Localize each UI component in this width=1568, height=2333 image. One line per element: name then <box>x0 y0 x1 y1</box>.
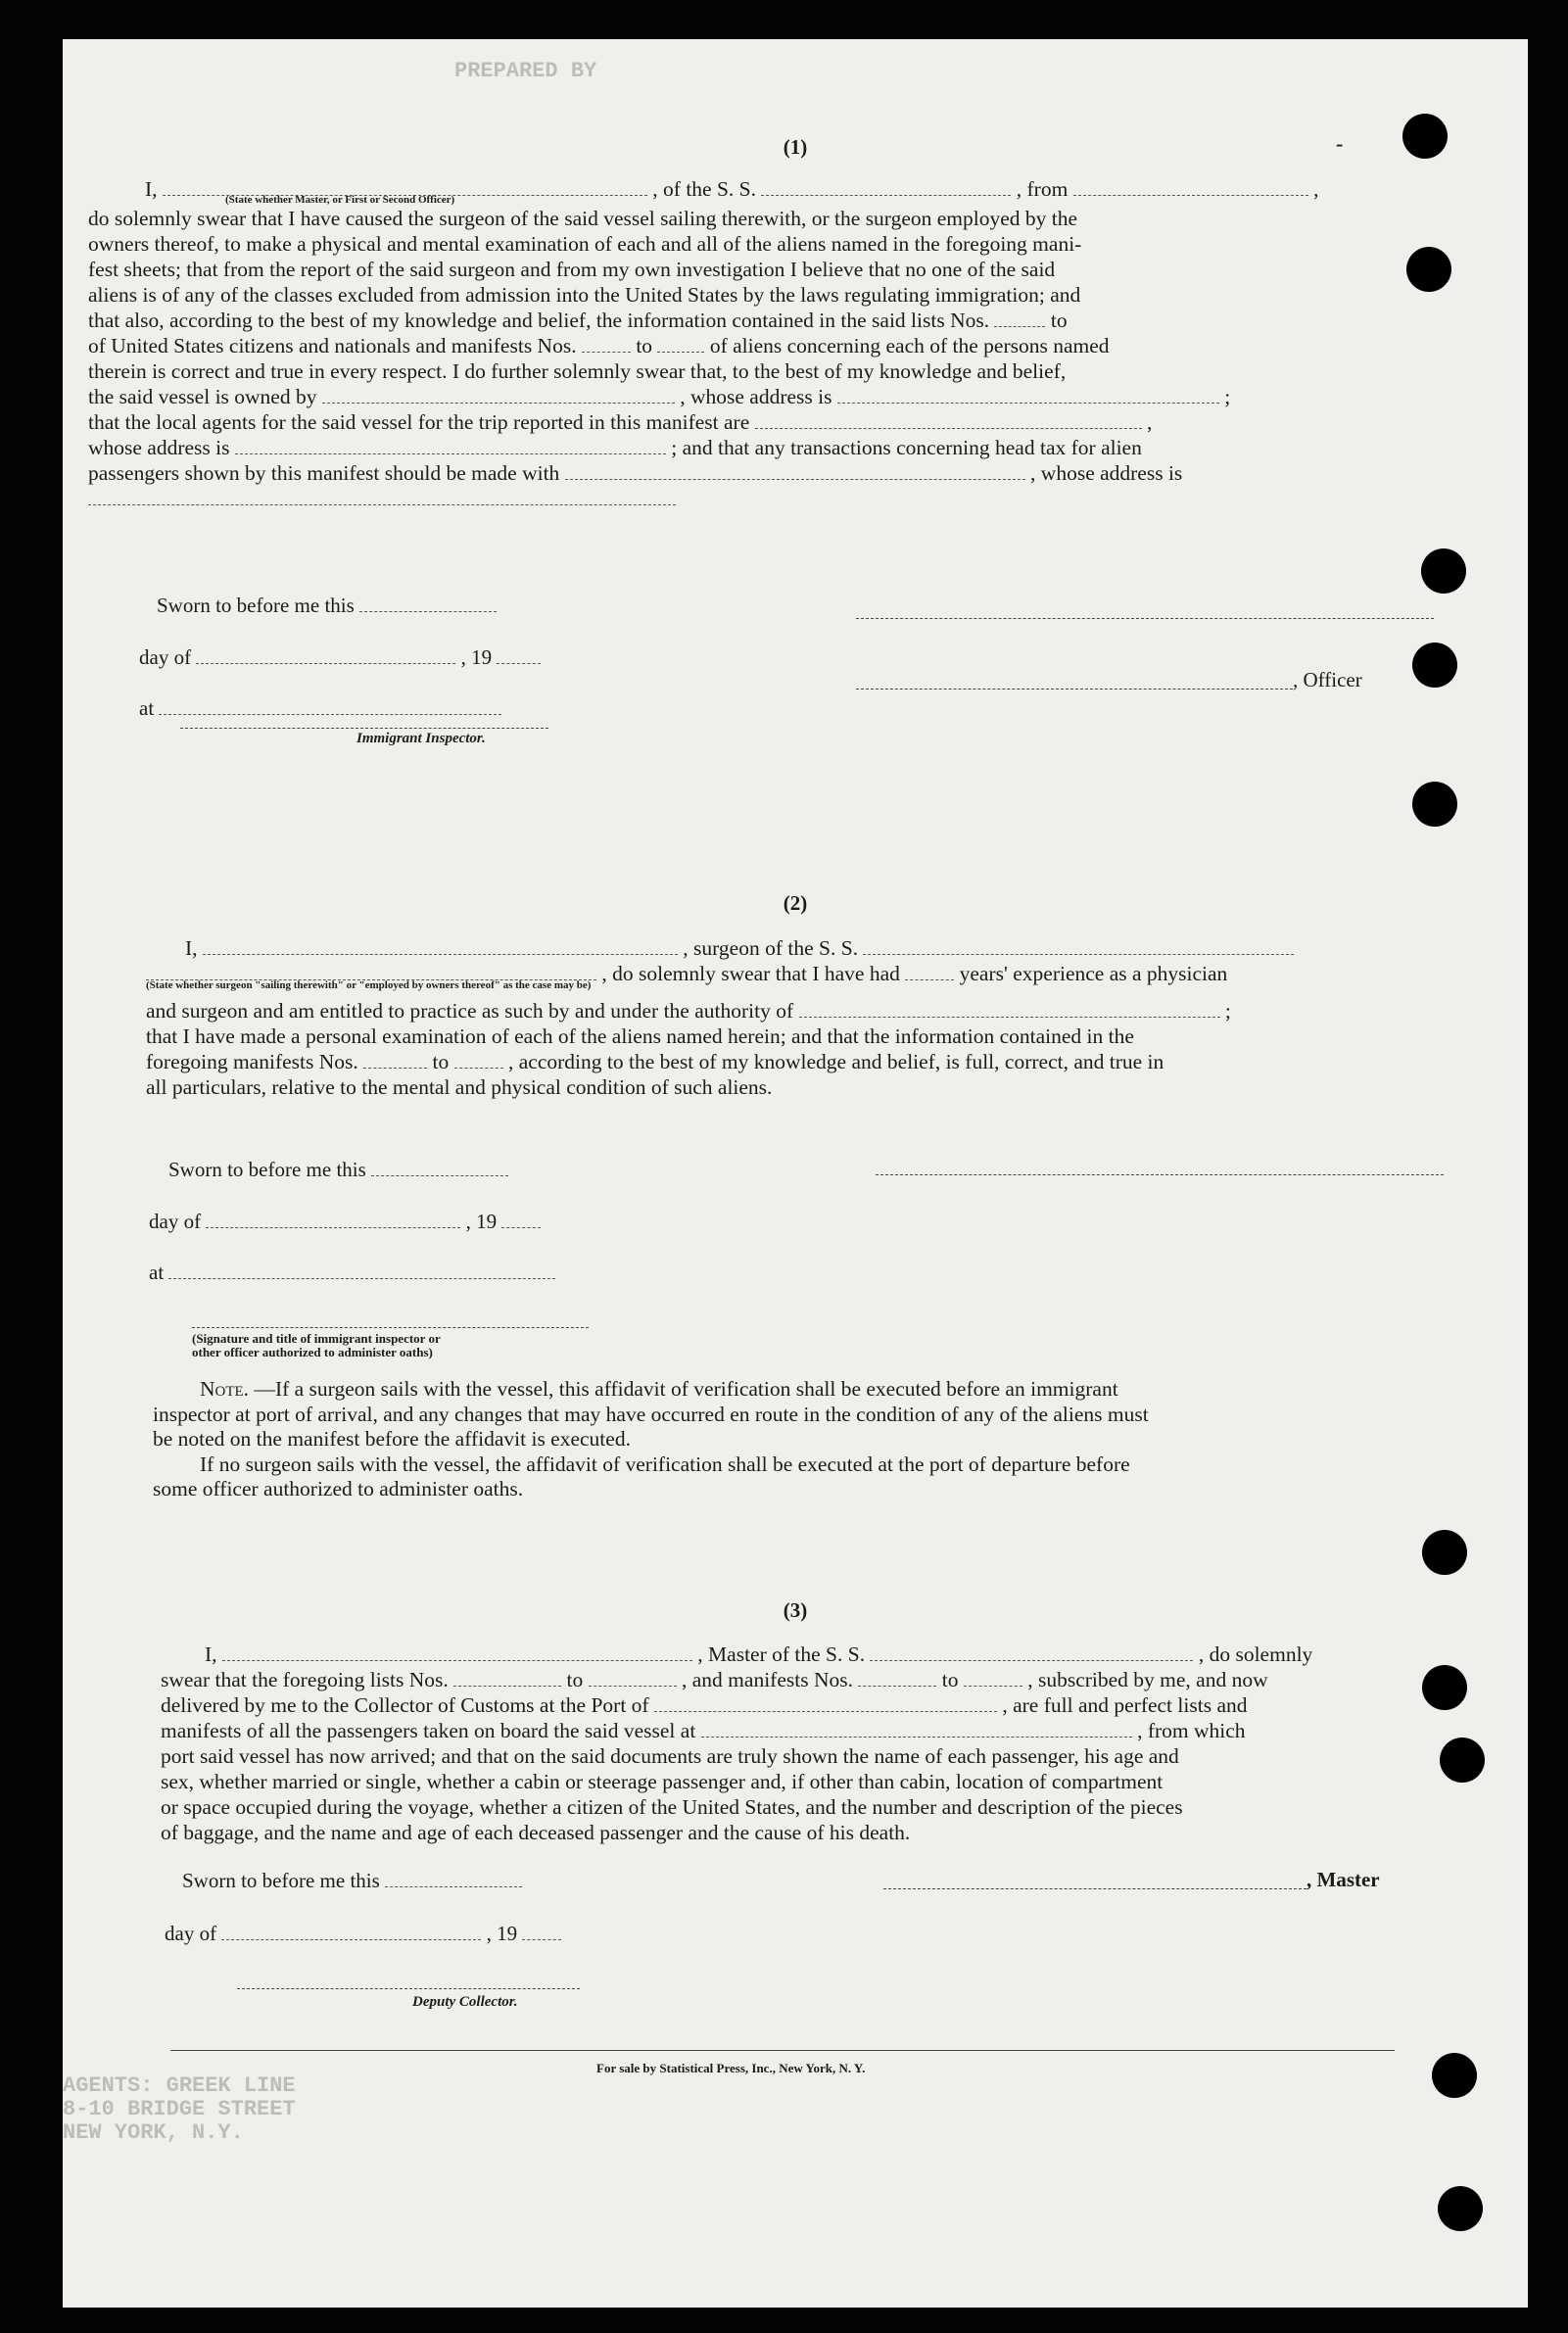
text-line: therein is correct and true in every respect. I do further solemnly swear that, to the best of my knowledge and belief, <box>88 359 1067 383</box>
deputy-collector-signature-line <box>237 1987 580 1989</box>
sworn-3: Sworn to before me this <box>182 1869 522 1893</box>
surgeon-signature-line <box>876 1173 1444 1175</box>
text-line: that I have made a personal examination of each of the aliens named herein; and that the information contained in the <box>146 1024 1134 1048</box>
punch-hole <box>1412 643 1457 688</box>
sworn-2: Sworn to before me this <box>168 1158 508 1182</box>
at-1: at <box>139 696 501 721</box>
section-2-number: (2) <box>783 891 808 915</box>
oath-i: I, <box>145 177 158 201</box>
text-line: port said vessel has now arrived; and that on the said documents are truly shown the name of each passenger, his age and <box>161 1744 1179 1768</box>
section-3-text: I, , Master of the S. S. , do solemnly swear that the foregoing lists Nos. to , and manifests Nos. to , subscribed by me, and now delivered by me to the Collector of Customs at the Port of , are full and perfect lists and manifests of all the passengers taken on board the said vessel at , from which port said vessel has now arrived; and that on the said documents are truly shown the name of each passenger, his age and sex, whether married or single, whether a cabin or steerage passenger and, if other than cabin, location of compartment or space occupied during the voyage, whether a citizen of the United States, and the number and description of the pieces of baggage, and the name and age of each deceased passenger and the cause of his death. <box>161 1643 1313 1844</box>
surgeon-state-note: (State whether surgeon "sailing therewith" or "employed by owners thereof" as the case may be) <box>146 979 592 991</box>
punch-hole <box>1438 2186 1483 2231</box>
master-signature-line <box>883 1887 1307 1889</box>
punch-hole <box>1412 782 1457 827</box>
text-line: or space occupied during the voyage, whether a citizen of the United States, and the number and description of the pieces <box>161 1795 1183 1819</box>
text-line: be noted on the manifest before the affidavit is executed. <box>153 1427 631 1451</box>
at-2: at <box>149 1261 555 1285</box>
state-whether-note: (State whether Master, or First or Second Officer) <box>225 194 455 206</box>
signature-title-note: (Signature and title of immigrant inspector or other officer authorized to administer oaths) <box>192 1331 441 1359</box>
day-of-1: day of , 19 <box>139 645 541 670</box>
text-line: owners thereof, to make a physical and mental examination of each and all of the aliens named in the foregoing mani- <box>88 232 1082 256</box>
text-line: sex, whether married or single, whether a cabin or steerage passenger and, if other than cabin, location of compartment <box>161 1770 1164 1793</box>
punch-hole <box>1421 548 1466 594</box>
section-2-text: I, , surgeon of the S. S. , do solemnly swear that I have had years' experience as a physician (State whether surgeon "sailing therewith" or "employed by owners thereof" as the case may be) and surgeon and am entitled to practice as such by and under the authority of ; that I have made a personal examination of each of the aliens named herein; and that the information contained in the foregoing manifests Nos. to , according to the best of my knowledge and belief, is full, correct, and true in all particulars, relative to the mental and physical condition of such aliens. <box>146 935 1294 1100</box>
deputy-collector-label: Deputy Collector. <box>412 1994 518 2010</box>
section-1-number: (1) <box>783 135 808 159</box>
master-label: , Master <box>1307 1868 1380 1891</box>
officer-label: , Officer <box>1293 668 1362 691</box>
note-label: Note. <box>200 1377 250 1401</box>
dash-mark: - <box>1336 131 1344 156</box>
text-line: do solemnly swear that I have caused the surgeon of the said vessel sailing therewith, or the surgeon employed by the <box>88 207 1078 230</box>
text-line: aliens is of any of the classes excluded from admission into the United States by the laws regulating immigration; and <box>88 283 1081 307</box>
note-text: Note. —If a surgeon sails with the vessel, this affidavit of verification shall be executed before an immigrant inspector at port of arrival, and any changes that may have occurred en route in the condition of any of the aliens must be noted on the manifest before the affidavit is executed. If no surgeon sails with the vessel, the affidavit of verification shall be executed at the port of departure before some officer authorized to administer oaths. <box>153 1377 1149 1500</box>
text-line: fest sheets; that from the report of the said surgeon and from my own investigation I believe that no one of the said <box>88 258 1056 281</box>
faint-bottom-stamp: AGENTS: GREEK LINE 8-10 BRIDGE STREET NEW YORK, N.Y. <box>63 2073 296 2145</box>
printer-imprint: For sale by Statistical Press, Inc., New York, N. Y. <box>596 2061 866 2075</box>
officer-signature-line <box>856 688 1293 690</box>
punch-hole <box>1440 1738 1485 1783</box>
punch-hole <box>1422 1530 1467 1575</box>
document-page <box>63 39 1528 2308</box>
day-of-3: day of , 19 <box>165 1922 561 1946</box>
punch-hole <box>1406 247 1451 292</box>
inspector-signature-line-1 <box>180 727 548 729</box>
inspector-signature-line-2 <box>192 1326 589 1328</box>
text-line: some officer authorized to administer oaths. <box>153 1477 524 1500</box>
immigrant-inspector-label: Immigrant Inspector. <box>356 731 486 746</box>
text-line: of baggage, and the name and age of each deceased passenger and the cause of his death. <box>161 1821 911 1844</box>
faint-header-stamp: PREPARED BY <box>454 59 597 83</box>
day-of-2: day of , 19 <box>149 1210 541 1234</box>
officer-signature-line-top <box>856 617 1434 619</box>
footer-separator <box>170 2049 1395 2051</box>
text-line: inspector at port of arrival, and any changes that may have occurred en route in the condition of any of the aliens must <box>153 1402 1149 1426</box>
punch-hole <box>1422 1665 1467 1710</box>
punch-hole <box>1432 2053 1477 2098</box>
text-line: all particulars, relative to the mental and physical condition of such aliens. <box>146 1075 773 1099</box>
section-3-number: (3) <box>783 1598 808 1622</box>
sworn-1: Sworn to before me this <box>157 594 497 618</box>
punch-hole <box>1402 114 1448 159</box>
section-1-text: I, , of the S. S. , from , (State whether Master, or First or Second Officer) do solemnly swear that I have caused the surgeon of the said vessel sailing therewith, or the surgeon employed by the owners thereof, to make a physical and mental examination of each and all of the aliens named in the foregoing mani- fest sheets; that from the report of the said surgeon and from my own investigation I believe that no one of the said aliens is of any of the classes excluded from admission into the United States by the laws regulating immigration; and that also, according to the best of my knowledge and belief, the information contained in the said lists Nos. to of United States citizens and nationals and manifests Nos. to of aliens concerning each of the persons named therein is correct and true in every respect. I do further solemnly swear that, to the best of my knowledge and belief, the said vessel is owned by , whose address is ; that the local agents for the said vessel for the trip reported in this manifest are , whose address is ; and that any transactions concerning head tax for alien passengers shown by this manifest should be made with , whose address is <box>88 176 1318 511</box>
text-line: If no surgeon sails with the vessel, the affidavit of verification shall be executed at the port of departure before <box>200 1452 1130 1476</box>
